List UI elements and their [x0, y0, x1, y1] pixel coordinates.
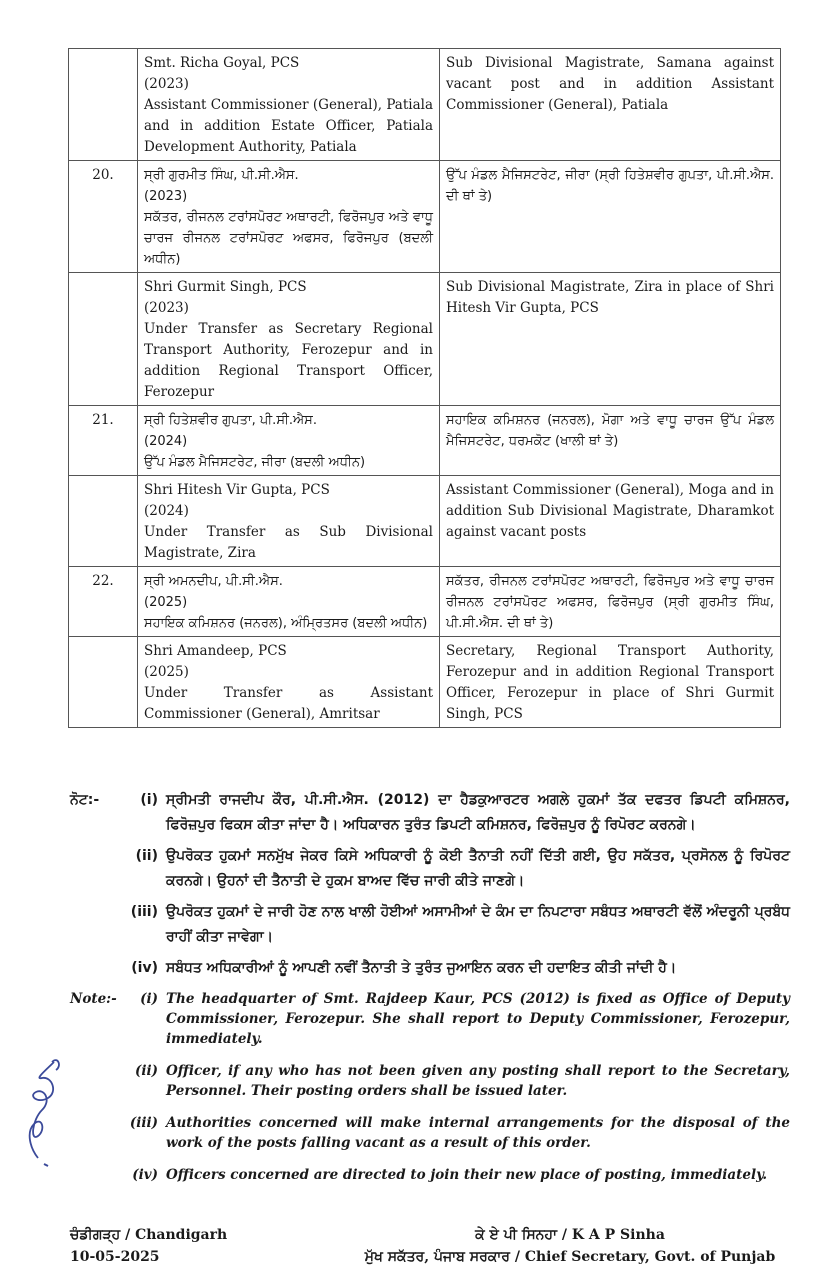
serial-number: [69, 49, 138, 161]
new-posting: ਉੱਪ ਮੰਡਲ ਮੈਜਿਸਟਰੇਟ, ਜੀਰਾ (ਸ੍ਰੀ ਹਿਤੇਸ਼ਵੀਰ ਗੁਪਤਾ, ਪੀ.ਸੀ.ਐਸ. ਦੀ ਥਾਂ ਤੇ): [440, 161, 781, 273]
officer-batch: (2024): [144, 434, 188, 449]
footer-right: [340, 1224, 800, 1268]
officer-batch: (2025): [144, 664, 189, 680]
officer-batch: (2023): [144, 76, 189, 92]
officer-name: ਸ੍ਰੀ ਅਮਨਦੀਪ, ਪੀ.ਸੀ.ਐਸ.: [144, 574, 283, 589]
officer-details: [138, 273, 440, 406]
officer-current-post: Under Transfer as Secretary Regional Transport Authority, Ferozepur and in addition Regional Transport Officer, Ferozepur: [144, 321, 433, 400]
table-row: [69, 161, 781, 273]
note-text: ਉਪਰੋਕਤ ਹੁਕਮਾਂ ਦੇ ਜਾਰੀ ਹੋਣ ਨਾਲ ਖਾਲੀ ਹੋਈਆਂ ਅਸਾਮੀਆਂ ਦੇ ਕੰਮ ਦਾ ਨਿਪਟਾਰਾ ਸਬੰਧਤ ਅਥਾਰਟੀ ਵੱਲੋਂ ਅੰਦਰੂਨੀ ਪ੍ਰਬੰਧ ਰਾਹੀਂ ਕੀਤਾ ਜਾਵੇਗਾ।: [166, 904, 790, 945]
officer-name: Smt. Richa Goyal, PCS: [144, 55, 300, 71]
note-number: (iii): [129, 1115, 158, 1131]
notes-english: [70, 989, 790, 1185]
table-row: [69, 476, 781, 567]
note-item: [70, 1165, 790, 1185]
note-number: (iv): [132, 1167, 158, 1183]
note-item: [70, 900, 790, 950]
note-text: The headquarter of Smt. Rajdeep Kaur, PCS (2012) is fixed as Office of Deputy Commissioner, Ferozepur. She shall report to Deputy Commissioner, Ferozepur, immediately.: [166, 991, 790, 1047]
serial-number: [69, 273, 138, 406]
officer-details: [138, 406, 440, 476]
new-posting: ਸਕੱਤਰ, ਰੀਜਨਲ ਟਰਾਂਸਪੋਰਟ ਅਥਾਰਟੀ, ਫਿਰੋਜਪੁਰ ਅਤੇ ਵਾਧੂ ਚਾਰਜ ਰੀਜਨਲ ਟਰਾਂਸਪੋਰਟ ਅਫਸਰ, ਫਿਰੋਜਪੁਰ (ਸ੍ਰੀ ਗੁਰਮੀਤ ਸਿੰਘ, ਪੀ.ਸੀ.ਐਸ. ਦੀ ਥਾਂ ਤੇ): [440, 567, 781, 637]
officer-details: [138, 637, 440, 728]
new-posting: Assistant Commissioner (General), Moga and in addition Sub Divisional Magistrate, Dharamkot against vacant posts: [440, 476, 781, 567]
signatory-name: ਕੇ ਏ ਪੀ ਸਿਨਹਾ / K A P Sinha: [475, 1227, 665, 1243]
note-text: Authorities concerned will make internal arrangements for the disposal of the work of the posts falling vacant as a result of this order.: [166, 1115, 790, 1151]
note-label: ਨੋਟ:-: [70, 792, 100, 808]
officer-batch: (2023): [144, 189, 188, 204]
officer-details: [138, 476, 440, 567]
table-row: [69, 637, 781, 728]
posting-table: [68, 48, 781, 728]
note-label: Note:-: [70, 991, 117, 1007]
table-row: [69, 49, 781, 161]
officer-current-post: ਸਕੱਤਰ, ਰੀਜਨਲ ਟਰਾਂਸਪੋਰਟ ਅਥਾਰਟੀ, ਫਿਰੋਜਪੁਰ ਅਤੇ ਵਾਧੂ ਚਾਰਜ ਰੀਜਨਲ ਟਰਾਂਸਪੋਰਟ ਅਫਸਰ, ਫਿਰੋਜਪੁਰ (ਬਦਲੀ ਅਧੀਨ): [144, 210, 433, 267]
officer-name: ਸ੍ਰੀ ਗੁਰਮੀਤ ਸਿੰਘ, ਪੀ.ਸੀ.ਐਸ.: [144, 168, 299, 183]
officer-name: Shri Hitesh Vir Gupta, PCS: [144, 482, 330, 498]
table-row: [69, 567, 781, 637]
notes-section: [70, 788, 790, 1197]
new-posting: Sub Divisional Magistrate, Samana against vacant post and in addition Assistant Commissioner (General), Patiala: [440, 49, 781, 161]
note-item: [70, 844, 790, 894]
officer-name: Shri Gurmit Singh, PCS: [144, 279, 307, 295]
note-item: [70, 1061, 790, 1101]
handwritten-signature: [8, 1040, 78, 1170]
officer-current-post: Under Transfer as Assistant Commissioner (General), Amritsar: [144, 685, 433, 722]
new-posting: Sub Divisional Magistrate, Zira in place of Shri Hitesh Vir Gupta, PCS: [440, 273, 781, 406]
serial-number: [69, 476, 138, 567]
officer-current-post: Assistant Commissioner (General), Patiala and in addition Estate Officer, Patiala Development Authority, Patiala: [144, 97, 433, 155]
note-item: [70, 989, 790, 1049]
table-row: [69, 406, 781, 476]
note-item: [70, 1113, 790, 1153]
footer-left: [70, 1224, 227, 1268]
note-text: Officers concerned are directed to join their new place of posting, immediately.: [166, 1167, 768, 1183]
table-row: [69, 273, 781, 406]
officer-details: [138, 161, 440, 273]
officer-name: ਸ੍ਰੀ ਹਿਤੇਸ਼ਵੀਰ ਗੁਪਤਾ, ਪੀ.ਸੀ.ਐਸ.: [144, 413, 317, 428]
notes-punjabi: [70, 788, 790, 981]
officer-details: [138, 567, 440, 637]
officer-current-post: ਸਹਾਇਕ ਕਮਿਸ਼ਨਰ (ਜਨਰਲ), ਅੰਮ੍ਰਿਤਸਰ (ਬਦਲੀ ਅਧੀਨ): [144, 616, 428, 631]
footer-place: ਚੰਡੀਗੜ੍ਹ / Chandigarh: [70, 1227, 228, 1243]
note-text: ਉਪਰੋਕਤ ਹੁਕਮਾਂ ਸਨਮੁੱਖ ਜੇਕਰ ਕਿਸੇ ਅਧਿਕਾਰੀ ਨੂੰ ਕੋਈ ਤੈਨਾਤੀ ਨਹੀਂ ਦਿੱਤੀ ਗਈ, ਉਹ ਸਕੱਤਰ, ਪ੍ਰਸੋਨਲ ਨੂੰ ਰਿਪੋਰਟ ਕਰਨਗੇ। ਉਹਨਾਂ ਦੀ ਤੈਨਾਤੀ ਦੇ ਹੁਕਮ ਬਾਅਦ ਵਿੱਚ ਜਾਰੀ ਕੀਤੇ ਜਾਣਗੇ।: [166, 848, 790, 889]
serial-number: 21.: [69, 406, 138, 476]
note-item: [70, 956, 790, 981]
new-posting: Secretary, Regional Transport Authority, Ferozepur and in addition Regional Transport Officer, Ferozepur in place of Shri Gurmit Singh, PCS: [440, 637, 781, 728]
officer-batch: (2024): [144, 503, 189, 519]
note-number: (ii): [135, 848, 158, 864]
serial-number: [69, 637, 138, 728]
officer-current-post: Under Transfer as Sub Divisional Magistrate, Zira: [144, 524, 433, 561]
serial-number: 20.: [69, 161, 138, 273]
note-number: (i): [140, 792, 158, 808]
new-posting: ਸਹਾਇਕ ਕਮਿਸ਼ਨਰ (ਜਨਰਲ), ਮੋਗਾ ਅਤੇ ਵਾਧੂ ਚਾਰਜ ਉੱਪ ਮੰਡਲ ਮੈਜਿਸਟਰੇਟ, ਧਰਮਕੋਟ (ਖਾਲੀ ਥਾਂ ਤੇ): [440, 406, 781, 476]
note-text: Officer, if any who has not been given any posting shall report to the Secretary, Personnel. Their posting orders shall be issued later.: [166, 1063, 790, 1099]
serial-number: 22.: [69, 567, 138, 637]
signatory-designation: ਮੁੱਖ ਸਕੱਤਰ, ਪੰਜਾਬ ਸਰਕਾਰ / Chief Secretary, Govt. of Punjab: [364, 1249, 776, 1265]
note-number: (iii): [130, 904, 158, 920]
officer-current-post: ਉੱਪ ਮੰਡਲ ਮੈਜਿਸਟਰੇਟ, ਜੀਰਾ (ਬਦਲੀ ਅਧੀਨ): [144, 455, 366, 470]
posting-table-body: [69, 49, 781, 728]
note-number: (i): [140, 991, 158, 1007]
note-text: ਸਬੰਧਤ ਅਧਿਕਾਰੀਆਂ ਨੂੰ ਆਪਣੀ ਨਵੀਂ ਤੈਨਾਤੀ ਤੇ ਤੁਰੰਤ ਜੁਆਇਨ ਕਰਨ ਦੀ ਹਦਾਇਤ ਕੀਤੀ ਜਾਂਦੀ ਹੈ।: [166, 960, 677, 976]
officer-batch: (2023): [144, 300, 189, 316]
note-number: (ii): [134, 1063, 158, 1079]
footer-date: 10-05-2025: [70, 1249, 160, 1265]
officer-details: [138, 49, 440, 161]
note-item: [70, 788, 790, 838]
officer-name: Shri Amandeep, PCS: [144, 643, 287, 659]
note-number: (iv): [131, 960, 158, 976]
officer-batch: (2025): [144, 595, 188, 610]
note-text: ਸ੍ਰੀਮਤੀ ਰਾਜਦੀਪ ਕੌਰ, ਪੀ.ਸੀ.ਐਸ. (2012) ਦਾ ਹੈਡਕੁਆਰਟਰ ਅਗਲੇ ਹੁਕਮਾਂ ਤੱਕ ਦਫਤਰ ਡਿਪਟੀ ਕਮਿਸ਼ਨਰ, ਫਿਰੋਜ਼ਪੁਰ ਫਿਕਸ ਕੀਤਾ ਜਾਂਦਾ ਹੈ। ਅਧਿਕਾਰਨ ਤੁਰੰਤ ਡਿਪਟੀ ਕਮਿਸ਼ਨਰ, ਫਿਰੋਜ਼ਪੁਰ ਨੂੰ ਰਿਪੋਰਟ ਕਰਨਗੇ।: [166, 792, 790, 833]
